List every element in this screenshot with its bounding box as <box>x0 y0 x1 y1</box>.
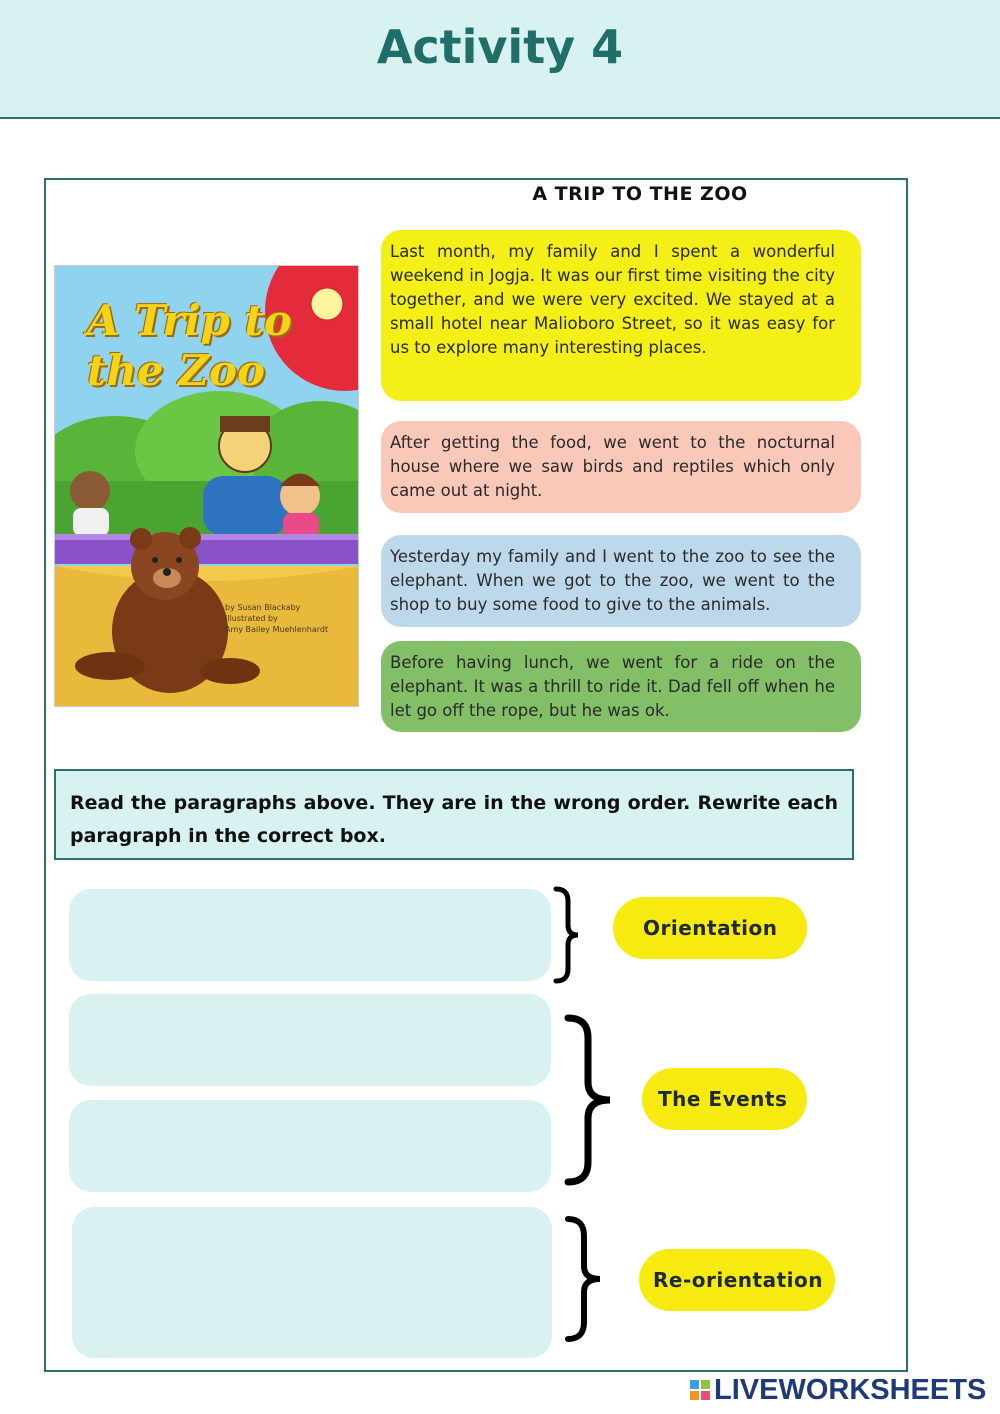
paragraph-card-4: Before having lunch, we went for a ride on the elephant. It was a thrill to ride it. Dad fell off when he let go off the rope, but he was ok. <box>381 641 861 732</box>
cover-title: A Trip to the Zoo <box>87 296 292 395</box>
brace-events-icon <box>560 1012 620 1188</box>
cover-credits: by Susan Blackaby Illustrated by Amy Bailey Muehlenhardt <box>225 603 329 634</box>
label-orientation: Orientation <box>613 897 807 959</box>
liveworksheets-mark-icon <box>690 1380 710 1400</box>
book-cover-image <box>54 265 359 707</box>
paragraph-card-3: Yesterday my family and I went to the zoo to see the elephant. When we got to the zoo, we went to the shop to buy some food to give to the animals. <box>381 535 861 627</box>
liveworksheets-logo <box>690 1373 986 1407</box>
brace-orientation-icon <box>548 885 588 985</box>
answer-box-reorientation[interactable] <box>72 1207 552 1358</box>
instruction-box: Read the paragraphs above. They are in the wrong order. Rewrite each paragraph in the correct box. <box>54 769 854 860</box>
brace-reorientation-icon <box>560 1214 610 1344</box>
label-the-events: The Events <box>642 1068 807 1130</box>
answer-box-event-1[interactable] <box>69 994 551 1086</box>
paragraph-card-2: After getting the food, we went to the nocturnal house where we saw birds and reptiles which only came out at night. <box>381 421 861 513</box>
story-title: A TRIP TO THE ZOO <box>532 183 748 205</box>
answer-box-orientation[interactable] <box>69 889 551 981</box>
page-header <box>0 0 1000 119</box>
liveworksheets-wordmark: LIVEWORKSHEETS <box>714 1373 987 1406</box>
answer-box-event-2[interactable] <box>69 1100 551 1192</box>
page-title: Activity 4 <box>376 20 624 74</box>
label-re-orientation: Re-orientation <box>639 1249 835 1311</box>
paragraph-card-1: Last month, my family and I spent a wonderful weekend in Jogja. It was our first time visiting the city together, and we were very excited. We stayed at a small hotel near Malioboro Street, so it was easy for us to explore many interesting places. <box>381 230 861 401</box>
